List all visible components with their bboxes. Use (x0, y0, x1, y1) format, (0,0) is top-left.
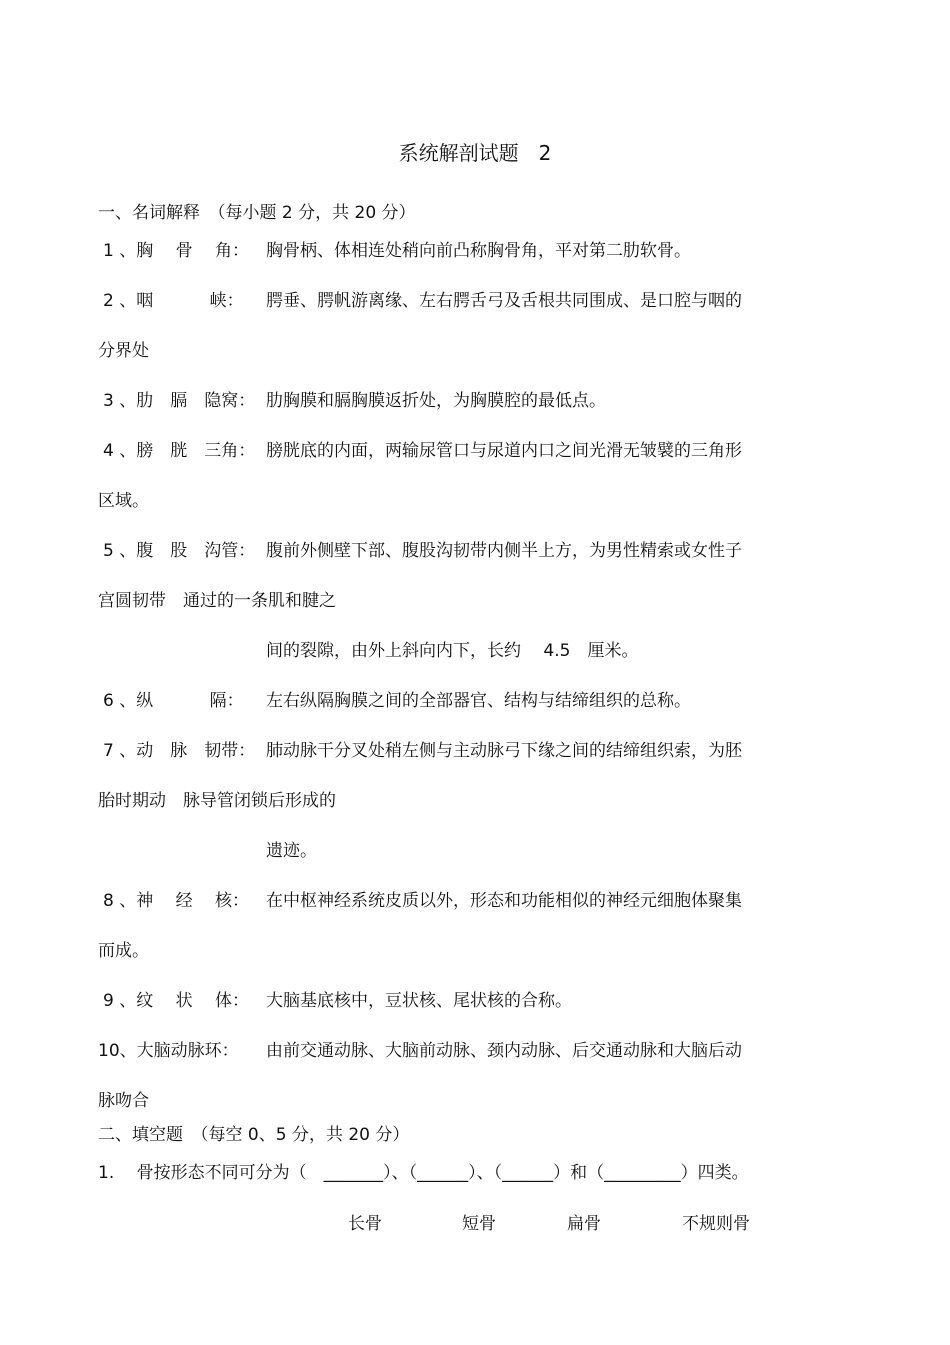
term-label: 2 、咽 峡： (103, 291, 244, 311)
term-label: 7 、动 脉 韧带： (103, 741, 256, 761)
page-title: 系统解剖试题 2 (398, 141, 552, 165)
term-definition: 左右纵隔胸膜之间的全部器官、结构与结缔组织的总称。 (266, 691, 691, 711)
definition-continuation: 间的裂隙，由外上斜向内下，长约 4.5 厘米。 (266, 641, 639, 661)
term-label: 9 、纹 状 体： (103, 991, 250, 1011)
definition-continuation: 而成。 (98, 941, 149, 961)
term-definition: 肋胸膜和膈胸膜返折处，为胸膜腔的最低点。 (266, 391, 606, 411)
term-label: 1 、胸 骨 角： (103, 241, 250, 261)
term-definition: 肺动脉干分叉处稍左侧与主动脉弓下缘之间的结缔组织索，为胚 (266, 741, 742, 761)
term-label: 4 、膀 胱 三角： (103, 441, 256, 461)
answer-short-bone: 短骨 (462, 1214, 496, 1234)
term-definition: 腭垂、腭帆游离缘、左右腭舌弓及舌根共同围成、是口腔与咽的 (266, 291, 742, 311)
answer-flat-bone: 扁骨 (567, 1214, 601, 1234)
definition-continuation: 分界处 (98, 341, 149, 361)
term-label: 10、大脑动脉环： (98, 1041, 239, 1061)
term-definition: 在中枢神经系统皮质以外，形态和功能相似的神经元细胞体聚集 (266, 891, 742, 911)
answer-irregular-bone: 不规则骨 (682, 1214, 750, 1234)
term-definition: 由前交通动脉、大脑前动脉、颈内动脉、后交通动脉和大脑后动 (266, 1041, 742, 1061)
term-label: 5 、腹 股 沟管： (103, 541, 256, 561)
section-heading-definitions: 一、名词解释 （每小题 2 分，共 20 分） (98, 203, 416, 223)
definition-continuation: 脉吻合 (98, 1091, 149, 1111)
definition-continuation: 宫圆韧带 通过的一条肌和腱之 (98, 591, 336, 611)
term-label: 3 、肋 膈 隐窝： (103, 391, 256, 411)
definition-continuation: 胎时期动 脉导管闭锁后形成的 (98, 791, 336, 811)
definition-continuation: 区域。 (98, 491, 149, 511)
term-label: 6 、纵 隔： (103, 691, 244, 711)
question-text: 1. 骨按形态不同可分为（ _______）、（______）、（______）和（_________）四类。 (98, 1163, 749, 1183)
answer-long-bone: 长骨 (348, 1214, 382, 1234)
term-definition: 膀胱底的内面，两输尿管口与尿道内口之间光滑无皱襞的三角形 (266, 441, 742, 461)
section-heading-fill-in: 二、填空题 （每空 0、5 分，共 20 分） (98, 1125, 410, 1145)
term-definition: 腹前外侧壁下部、腹股沟韧带内侧半上方，为男性精索或女性子 (266, 541, 742, 561)
definition-continuation: 遗迹。 (266, 841, 317, 861)
term-definition: 胸骨柄、体相连处稍向前凸称胸骨角，平对第二肋软骨。 (266, 241, 691, 261)
term-label: 8 、神 经 核： (103, 891, 250, 911)
term-definition: 大脑基底核中，豆状核、尾状核的合称。 (266, 991, 572, 1011)
